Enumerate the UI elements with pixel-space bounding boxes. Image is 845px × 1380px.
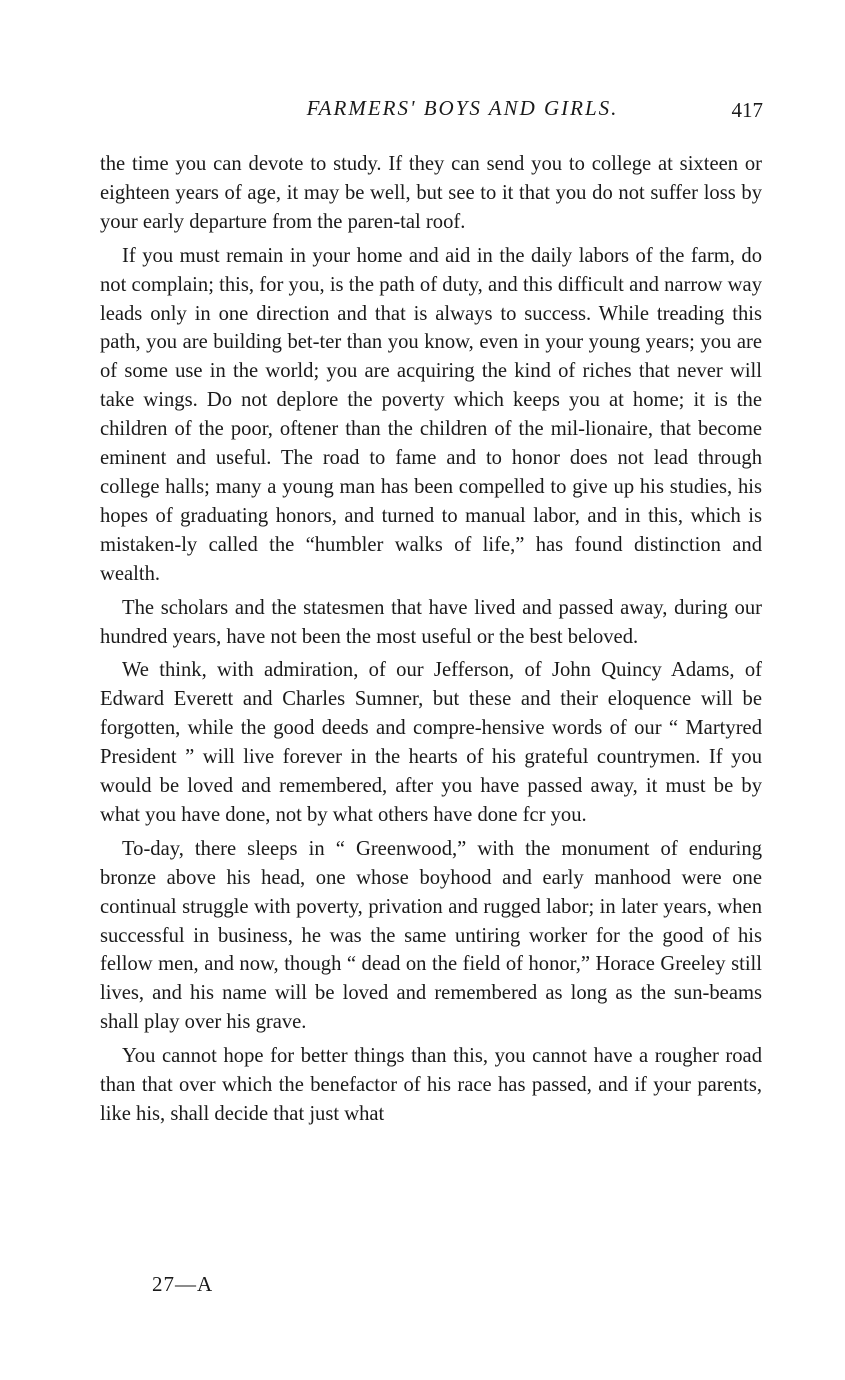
paragraph: We think, with admiration, of our Jefferson, of John Quincy Adams, of Edward Everett and Charles Sumner, but these and their eloquence will be forgotten, while the good deeds and compre-hensive words of our “ Martyred President ” will live forever in the hearts of his grateful countrymen. If you would be loved and remembered, after you have passed away, it must be by what you have done, not by what others have done fcr you. xyxy=(100,659,762,826)
paragraph: The scholars and the statesmen that have lived and passed away, during our hundred years, have not been the most useful or the best beloved. xyxy=(100,596,762,648)
signature-mark: 27—A xyxy=(152,1272,214,1296)
body-text xyxy=(100,150,762,1134)
paragraph: If you must remain in your home and aid in the daily labors of the farm, do not complain; this, for you, is the path of duty, and this difficult and narrow way leads only in one direction and that is always to success. While treading this path, you are building bet-ter than you know, even in your young years; you are of some use in the world; you are acquiring the kind of riches that never will take wings. Do not deplore the poverty which keeps you at home; it is the children of the poor, oftener than the children of the mil-lionaire, that become eminent and useful. The road to fame and to honor does not lead through college halls; many a young man has been compelled to give up his studies, his hopes of graduating honors, and turned to manual labor, and in this, which is mistaken-ly called the “humbler walks of life,” has found distinction and wealth. xyxy=(100,244,762,585)
running-head xyxy=(100,96,765,126)
paragraph-continued: the time you can devote to study. If they can send you to college at sixteen or eighteen years of age, it may be well, but see to it that you do not suffer loss by your early departure from the paren-tal roof. xyxy=(100,153,762,233)
paragraph: To-day, there sleeps in “ Greenwood,” with the monument of enduring bronze above his head, one whose boyhood and early manhood were one continual struggle with poverty, privation and rugged labor; in later years, when successful in business, he was the same untiring worker for the good of his fellow men, and now, though “ dead on the field of honor,” Horace Greeley still lives, and his name will be loved and remembered as long as the sun-beams shall play over his grave. xyxy=(100,837,762,1034)
paragraph: You cannot hope for better things than this, you cannot have a rougher road than that over which the benefactor of his race has passed, and if your parents, like his, shall decide that just what xyxy=(100,1045,762,1125)
running-title: FARMERS' BOYS AND GIRLS. xyxy=(306,96,619,120)
page-number: 417 xyxy=(731,98,763,122)
